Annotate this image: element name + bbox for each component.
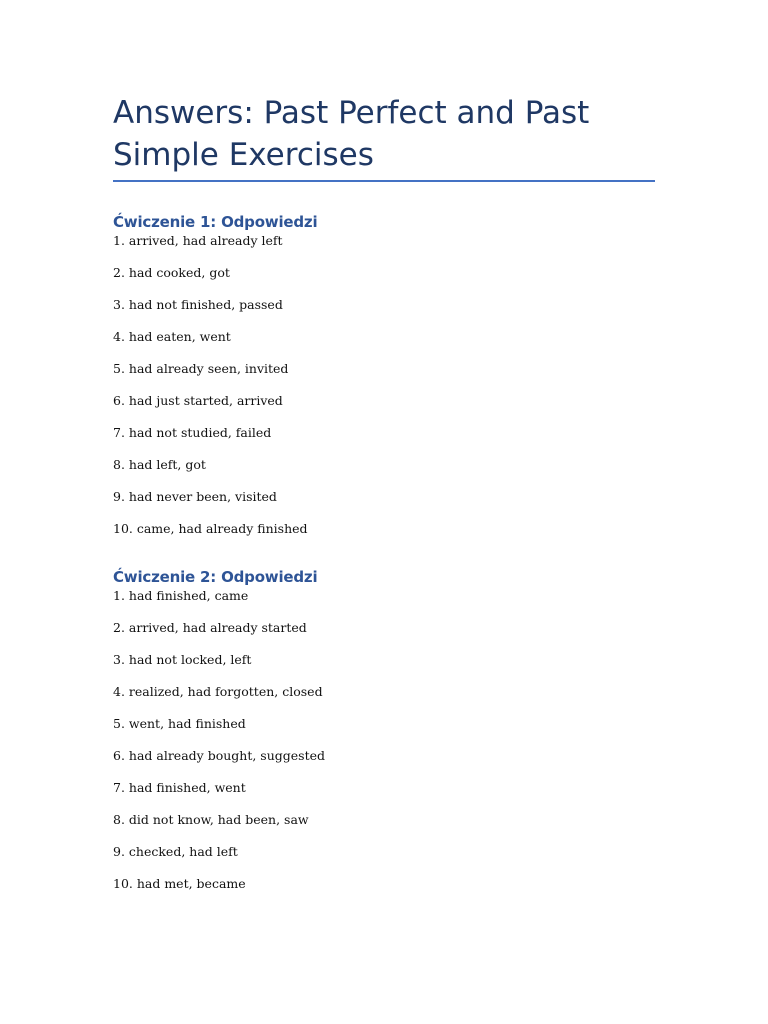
answer-item: 8. had left, got (113, 457, 206, 472)
answer-item: 8. did not know, had been, saw (113, 812, 309, 827)
exercise-2-answer-list (113, 587, 655, 892)
exercise-2-heading: Ćwiczenie 2: Odpowiedzi (113, 568, 318, 586)
answer-item: 1. had finished, came (113, 588, 249, 603)
answer-item: 7. had not studied, failed (113, 425, 272, 440)
exercise-2-section (113, 567, 655, 892)
exercise-1-answer-list (113, 232, 655, 537)
answer-item: 7. had finished, went (113, 780, 246, 795)
answer-item: 6. had just started, arrived (113, 393, 283, 408)
answer-item: 1. arrived, had already left (113, 233, 283, 248)
answer-item: 4. had eaten, went (113, 329, 231, 344)
answer-item: 3. had not locked, left (113, 652, 252, 667)
answer-item: 6. had already bought, suggested (113, 748, 325, 763)
answer-item: 10. came, had already finished (113, 521, 308, 536)
answer-item: 10. had met, became (113, 876, 246, 891)
answer-item: 2. had cooked, got (113, 265, 230, 280)
answer-item: 5. had already seen, invited (113, 361, 289, 376)
document-title: Answers: Past Perfect and Past Simple Exercises (113, 92, 655, 182)
document-page (113, 92, 655, 892)
answer-item: 9. had never been, visited (113, 489, 277, 504)
answer-item: 9. checked, had left (113, 844, 238, 859)
answer-item: 4. realized, had forgotten, closed (113, 684, 323, 699)
answer-item: 2. arrived, had already started (113, 620, 307, 635)
exercise-1-section (113, 212, 655, 537)
exercise-1-heading: Ćwiczenie 1: Odpowiedzi (113, 213, 318, 231)
answer-item: 5. went, had finished (113, 716, 246, 731)
answer-item: 3. had not finished, passed (113, 297, 283, 312)
